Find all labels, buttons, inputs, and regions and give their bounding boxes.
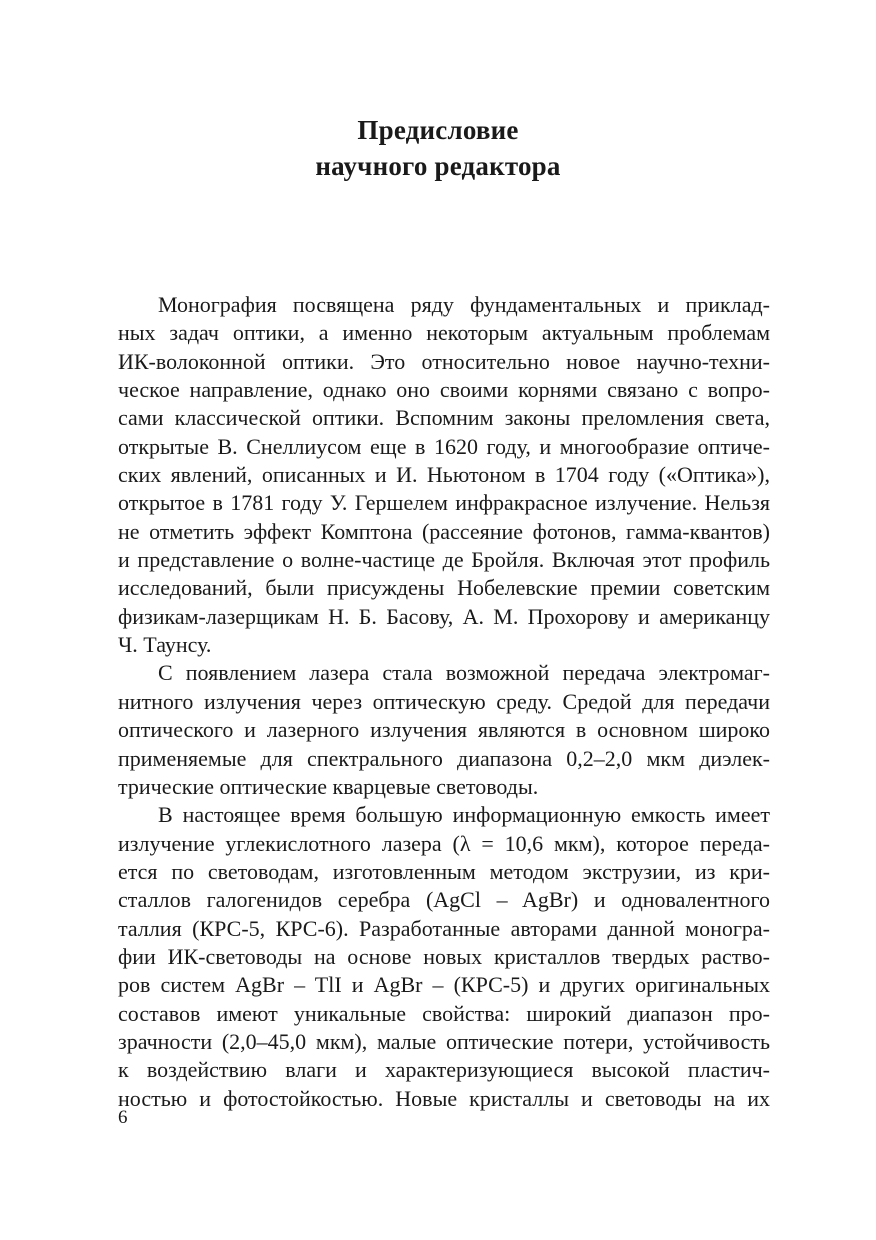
body-text [118, 291, 770, 1113]
text-line: нитного излучения через оптическую среду. Средой для передачи [118, 688, 770, 714]
text-line: Монография посвящена ряду фундаментальных и приклад- [158, 292, 770, 317]
text-line: таллия (КРС-5, КРС-6). Разработанные авторами данной моногра- [118, 915, 770, 941]
text-line: ных задач оптики, а именно некоторым актуальным проблемам [118, 320, 770, 346]
text-line: ческое направление, однако оно своими корнями связано с вопро- [118, 377, 770, 403]
text-line: сами классической оптики. Вспомним законы преломления света, [118, 405, 770, 431]
page-number: 6 [118, 1107, 128, 1128]
text-line: не отметить эффект Комптона (рассеяние фотонов, гамма-квантов) [118, 518, 770, 544]
text-line: С появлением лазера стала возможной передача электромаг- [158, 660, 770, 686]
chapter-title [0, 112, 876, 184]
text-line: фии ИК-световоды на основе новых кристаллов твердых раство- [118, 943, 770, 969]
text-line: излучение углекислотного лазера (λ = 10,6 мкм), которое переда- [118, 830, 770, 856]
paragraph-3 [118, 801, 770, 1113]
text-line: к воздействию влаги и характеризующиеся высокой пластич- [118, 1057, 770, 1083]
text-line: ется по световодам, изготовленным методом экструзии, из кри- [118, 858, 770, 884]
text-line: Ч. Таунсу. [118, 632, 212, 658]
text-line: ских явлений, описанных и И. Ньютоном в 1704 году («Оптика»), [118, 462, 770, 488]
chapter-title-line-2: научного редактора [315, 151, 561, 181]
chapter-title-line-1: Предисловие [357, 115, 519, 145]
text-line: ров систем AgBr – TlI и AgBr – (КРС-5) и других оригинальных [118, 972, 770, 998]
text-line: применяемые для спектрального диапазона 0,2–2,0 мкм диэлек- [118, 745, 770, 771]
text-line: зрачности (2,0–45,0 мкм), малые оптические потери, устойчивость [118, 1028, 770, 1054]
text-line: трические оптические кварцевые световоды. [118, 773, 539, 799]
text-line: исследований, были присуждены Нобелевские премии советским [118, 575, 770, 601]
paragraph-1 [118, 291, 770, 659]
text-line: открытое в 1781 году У. Гершелем инфракрасное излучение. Нельзя [118, 490, 770, 516]
text-line: В настоящее время большую информационную емкость имеет [158, 802, 770, 828]
text-line: ностью и фотостойкостью. Новые кристаллы и световоды на их [118, 1085, 770, 1111]
text-line: и представление о волне-частице де Бройля. Включая этот профиль [118, 547, 770, 573]
text-line: открытые В. Снеллиусом еще в 1620 году, и многообразие оптиче- [118, 433, 770, 459]
text-line: сталлов галогенидов серебра (AgCl – AgBr) и одновалентного [118, 887, 770, 913]
text-line: оптического и лазерного излучения являются в основном широко [118, 717, 770, 743]
text-line: физикам-лазерщикам Н. Б. Басову, А. М. Прохорову и американцу [118, 603, 770, 629]
text-line: составов имеют уникальные свойства: широкий диапазон про- [118, 1000, 770, 1026]
text-line: ИК-волоконной оптики. Это относительно новое научно-техни- [118, 348, 770, 374]
paragraph-2 [118, 659, 770, 801]
